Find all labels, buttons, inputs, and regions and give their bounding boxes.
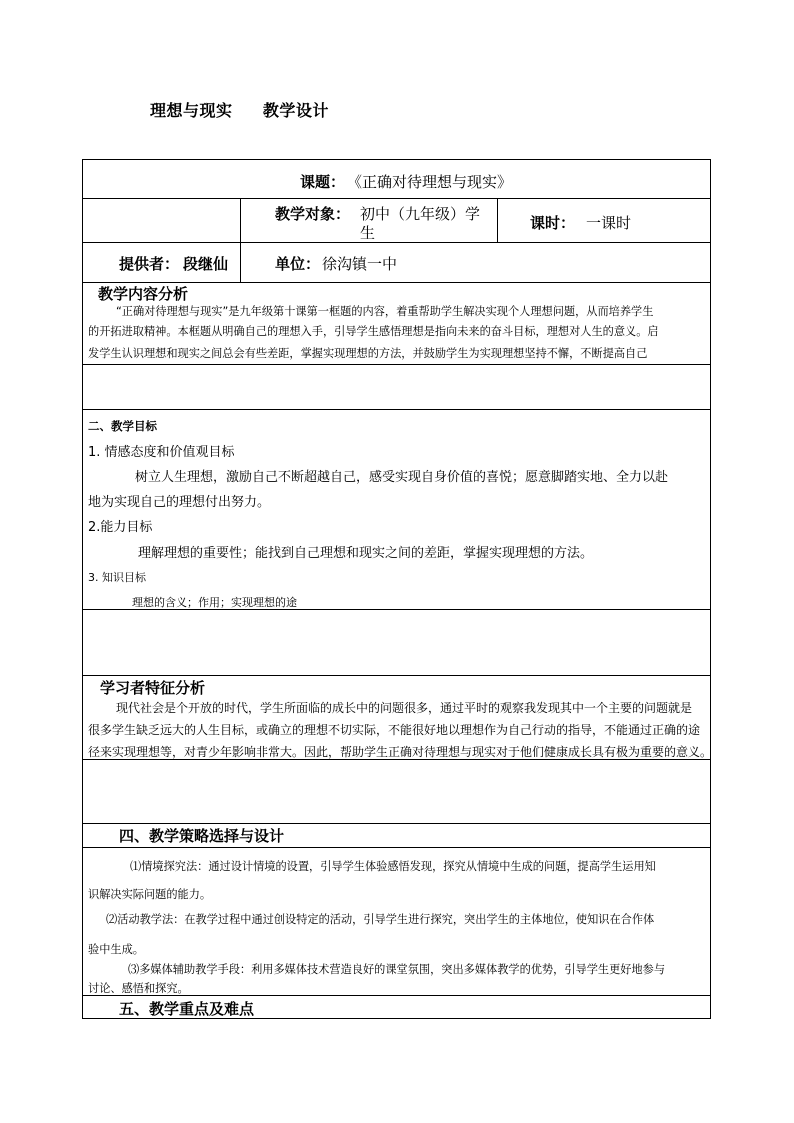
content-analysis-heading: 教学内容分析 [98, 285, 189, 303]
audience-label: 教学对象： [275, 205, 351, 223]
goal3-text: 理想的含义；作用；实现理想的途 [132, 596, 297, 609]
document-title: 理想与现实 教学设计 [150, 101, 329, 120]
unit-value: 徐沟镇一中 [322, 255, 398, 273]
rule [82, 675, 711, 676]
rule [82, 409, 711, 410]
provider-value: 段继仙 [183, 255, 229, 273]
content-analysis-line: “正确对待理想与现实”是九年级第十课第一框题的内容，着重帮助学生解决实现个人理想问题，从而培养学生 [116, 305, 654, 318]
rule [240, 242, 241, 282]
learners-line: 很多学生缺乏远大的人生目标，或确立的理想不切实际，不能很好地以理想作为自己行动的指导，不能通过正确的途 [88, 723, 701, 737]
period-value: 一课时 [586, 214, 632, 232]
goal3-title: 3. 知识目标 [88, 571, 146, 584]
lesson-plan-table [82, 159, 711, 1019]
content-analysis-line: 的开拓进取精神。本框题从明确自己的理想入手，引导学生感悟理想是指向未来的奋斗目标，理想对人生的意义。启 [88, 325, 659, 338]
key-points-heading: 五、教学重点及难点 [119, 1000, 255, 1018]
rule [82, 847, 711, 848]
learners-line: 径来实现理想等，对青少年影响非常大。因此，帮助学生正确对待理想与现实对于他们健康成长具有极为重要的意义。 [88, 745, 713, 759]
rule [82, 198, 711, 199]
rule [82, 159, 83, 1019]
strategy-item: 验中生成。 [88, 943, 144, 956]
provider-label: 提供者： [119, 255, 180, 273]
strategy-item: 讨论、感悟和探究。 [88, 982, 189, 995]
topic-label: 课题： [300, 173, 346, 191]
rule [82, 159, 711, 160]
goal1-title: 1. 情感态度和价值观目标 [88, 445, 235, 460]
strategy-item: ⑵活动教学法：在教学过程中通过创设特定的活动，引导学生进行探究，突出学生的主体地位，使知识在合作体 [106, 913, 655, 926]
goal1-text: 树立人生理想，激励自己不断超越自己，感受实现自身价值的喜悦；愿意脚踏实地、全力以赴 [135, 470, 669, 485]
goals-heading: 二、教学目标 [88, 419, 157, 433]
audience-value-line2: 生 [360, 224, 376, 242]
goal2-title: 2.能力目标 [88, 520, 153, 535]
audience-value-line1: 初中（九年级）学 [360, 205, 481, 223]
rule [82, 242, 711, 243]
rule [710, 159, 711, 1019]
strategy-heading: 四、教学策略选择与设计 [119, 827, 285, 845]
strategy-item: ⑶多媒体辅助教学手段：利用多媒体技术营造良好的课堂氛围，突出多媒体教学的优势，引导学生更好地参与 [128, 963, 666, 976]
rule [497, 198, 498, 242]
goal1-text: 地为实现自己的理想付出努力。 [88, 495, 271, 510]
strategy-item: ⑴情境探究法：通过设计情境的设置，引导学生体验感悟发现，探究从情境中生成的问题，提高学生运用知 [130, 860, 656, 873]
goal2-text: 理解理想的重要性；能找到自己理想和现实之间的差距，掌握实现理想的方法。 [138, 546, 594, 561]
unit-label: 单位： [275, 255, 321, 273]
content-analysis-line: 发学生认识理想和现实之间总会有些差距，掌握实现理想的方法，并鼓励学生为实现理想坚持不懈，不断提高自己 [88, 347, 648, 360]
strategy-item: 识解决实际问题的能力。 [88, 888, 212, 901]
rule [82, 823, 711, 824]
period-label: 课时： [530, 214, 576, 232]
learners-heading: 学习者特征分析 [100, 679, 206, 697]
learners-line: 现代社会是个开放的时代，学生所面临的成长中的问题很多，通过平时的观察我发现其中一个主要的问题就是 [116, 701, 693, 715]
topic-value: 《正确对待理想与现实》 [347, 173, 513, 191]
rule [240, 198, 241, 242]
rule [82, 364, 711, 365]
